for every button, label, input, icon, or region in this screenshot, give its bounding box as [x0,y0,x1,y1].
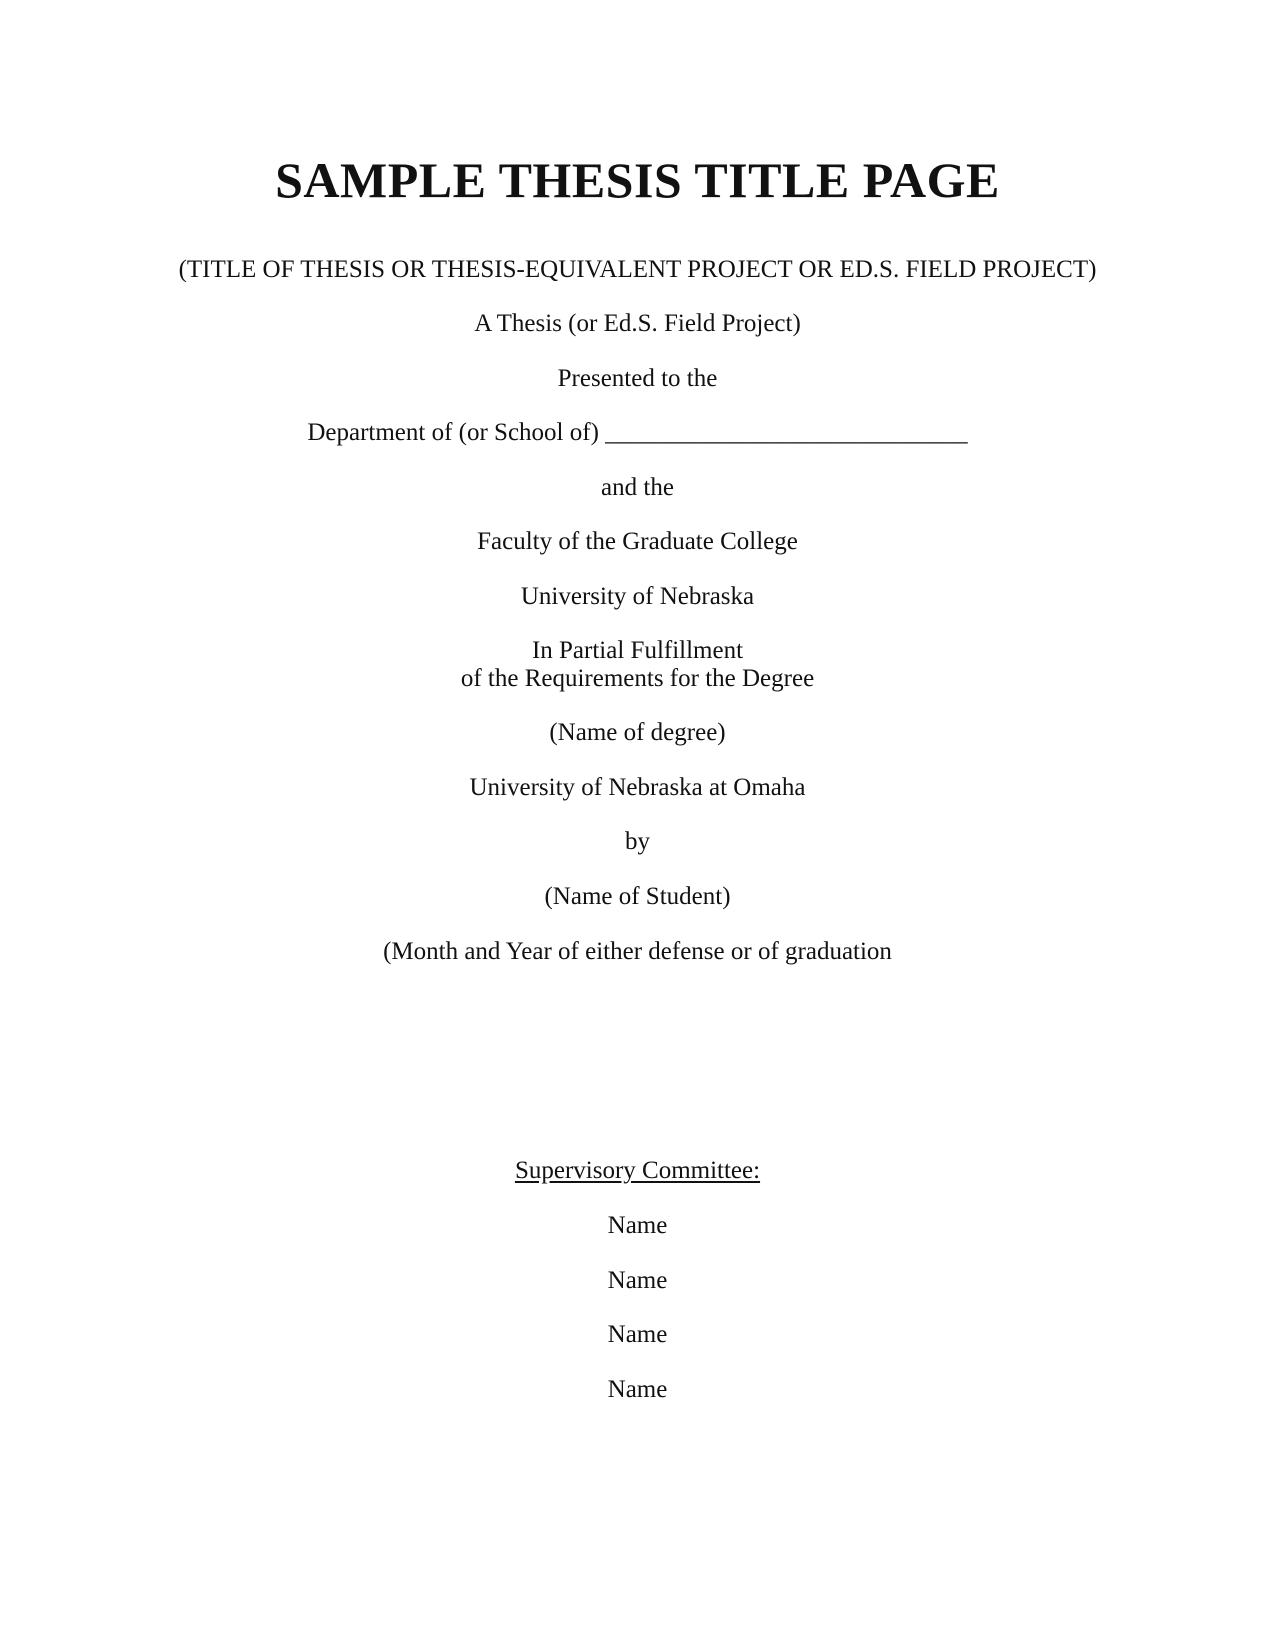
committee-heading [0,1156,1275,1186]
document-type: A Thesis (or Ed.S. Field Project) [474,310,801,337]
thesis-title-placeholder: (TITLE OF THESIS OR THESIS-EQUIVALENT PROJECT OR ED.S. FIELD PROJECT) [178,256,1097,283]
partial-fulfillment-line-2: of the Requirements for the Degree [460,665,815,692]
page-heading: SAMPLE THESIS TITLE PAGE [275,152,1000,208]
committee-member: Name [607,1267,668,1294]
date-line: (Month and Year of either defense or of graduation [383,938,892,965]
by-line: by [625,828,650,855]
partial-fulfillment-line-1: In Partial Fulfillment [531,637,744,664]
campus-line: University of Nebraska at Omaha [469,774,806,801]
degree-name: (Name of degree) [549,719,726,746]
committee-heading-text: Supervisory Committee: [514,1157,761,1184]
university-line: University of Nebraska [520,583,755,610]
committee-member: Name [607,1321,668,1348]
department-line: Department of (or School of) _____________________________ [307,419,968,446]
committee-member: Name [607,1212,668,1239]
faculty-line: Faculty of the Graduate College [477,528,798,555]
presented-to: Presented to the [557,365,718,392]
student-name: (Name of Student) [544,883,731,910]
committee-member: Name [607,1376,668,1403]
and-the: and the [601,474,674,501]
